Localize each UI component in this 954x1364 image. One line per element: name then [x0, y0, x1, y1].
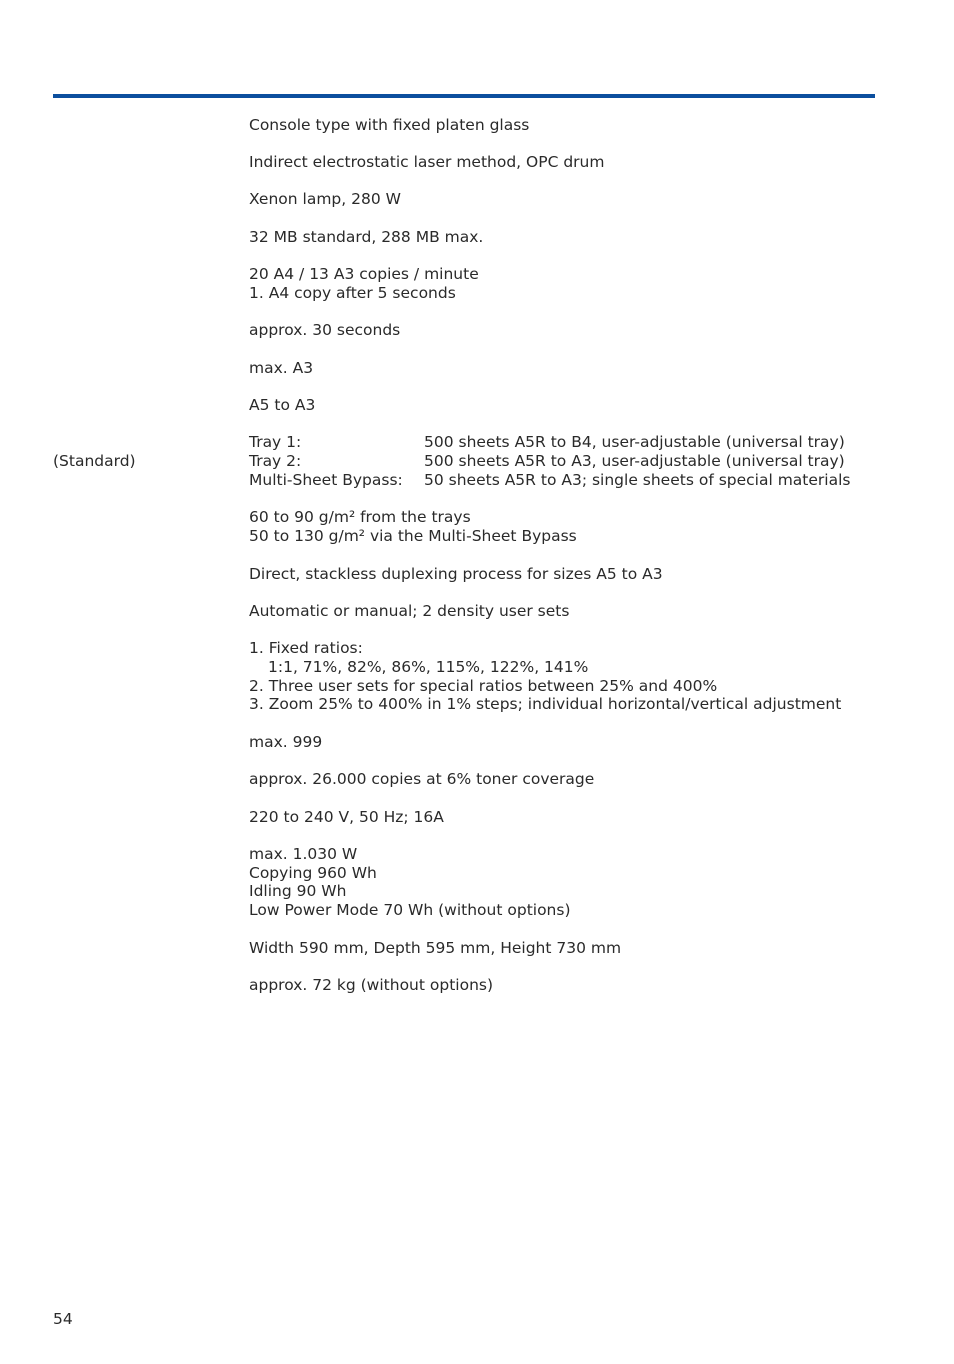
spec-dimensions: Width 590 mm, Depth 595 mm, Height 730 mm [249, 939, 622, 957]
spec-duplex: Direct, stackless duplexing process for sizes A5 to A3 [249, 565, 663, 583]
spec-warmup: approx. 30 seconds [249, 321, 401, 339]
spec-weight-1: 60 to 90 g/m² from the trays [249, 508, 471, 526]
paper-supply-label: Tray 2: [249, 452, 302, 470]
spec-consumption-2: Copying 960 Wh [249, 864, 377, 882]
spec-type: Console type with fixed platen glass [249, 116, 530, 134]
spec-zoom-1: 1. Fixed ratios: [249, 639, 363, 657]
paper-supply-value: 500 sheets A5R to A3, user-adjustable (universal tray) [424, 452, 845, 470]
spec-consumption-4: Low Power Mode 70 Wh (without options) [249, 901, 571, 919]
spec-exposure: Automatic or manual; 2 density user sets [249, 602, 570, 620]
spec-memory: 32 MB standard, 288 MB max. [249, 228, 484, 246]
left-label-standard: (Standard) [53, 452, 136, 470]
paper-supply-value: 500 sheets A5R to B4, user-adjustable (universal tray) [424, 433, 845, 451]
page-number: 54 [53, 1310, 73, 1328]
spec-copy-size: A5 to A3 [249, 396, 316, 414]
spec-zoom-2: 2. Three user sets for special ratios between 25% and 400% [249, 677, 718, 695]
spec-method: Indirect electrostatic laser method, OPC drum [249, 153, 605, 171]
paper-supply-label: Tray 1: [249, 433, 302, 451]
spec-weight-2: 50 to 130 g/m² via the Multi-Sheet Bypass [249, 527, 577, 545]
spec-weight: approx. 72 kg (without options) [249, 976, 494, 994]
spec-consumption-3: Idling 90 Wh [249, 882, 347, 900]
paper-supply-label: Multi-Sheet Bypass: [249, 471, 403, 489]
spec-original-size: max. A3 [249, 359, 314, 377]
spec-zoom-1b: 1:1, 71%, 82%, 86%, 115%, 122%, 141% [268, 658, 589, 676]
spec-lamp: Xenon lamp, 280 W [249, 190, 401, 208]
spec-multi-copy: max. 999 [249, 733, 323, 751]
paper-supply-value: 50 sheets A5R to A3; single sheets of special materials [424, 471, 851, 489]
spec-speed-1: 20 A4 / 13 A3 copies / minute [249, 265, 479, 283]
spec-speed-2: 1. A4 copy after 5 seconds [249, 284, 456, 302]
spec-consumption-1: max. 1.030 W [249, 845, 358, 863]
spec-power: 220 to 240 V, 50 Hz; 16A [249, 808, 444, 826]
spec-toner: approx. 26.000 copies at 6% toner coverage [249, 770, 595, 788]
top-rule [53, 94, 875, 98]
spec-zoom-3: 3. Zoom 25% to 400% in 1% steps; individual horizontal/vertical adjustment [249, 695, 842, 713]
